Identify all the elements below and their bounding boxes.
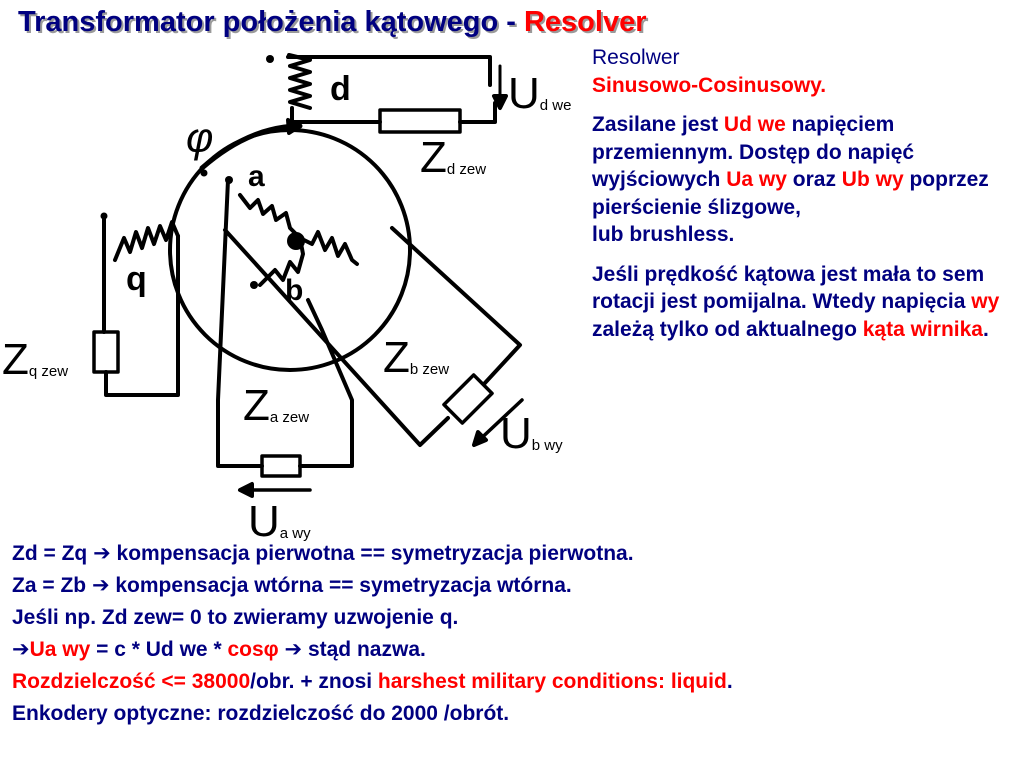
l1-a: Zd = Zq xyxy=(12,542,94,565)
ua-letter: U xyxy=(248,497,280,546)
title-main: Transformator położenia kątowego - xyxy=(18,6,524,38)
label-ud xyxy=(508,69,571,118)
l5-harshest: harshest military conditions: liquid xyxy=(377,670,727,693)
ud-letter: U xyxy=(508,69,540,118)
ua-sub: a wy xyxy=(279,525,311,542)
za-letter: Z xyxy=(243,381,270,430)
wire-d-bottom xyxy=(292,108,380,122)
side-resolwer: Resolwer xyxy=(592,46,680,69)
impedance-zd xyxy=(380,110,460,132)
zq-sub: q zew xyxy=(28,363,69,380)
ub-sub: b wy xyxy=(531,437,563,454)
winding-a xyxy=(240,195,300,238)
wire-d-top xyxy=(288,57,490,85)
side-paragraph-3 xyxy=(592,261,1012,344)
label-za xyxy=(243,381,309,430)
label-b: b xyxy=(285,274,304,307)
p3-text-3: . xyxy=(982,317,989,341)
bottom-line-6: Enkodery optyczne: rozdzielczość do 2000 /obrót. xyxy=(12,702,510,725)
terminal-d xyxy=(266,55,274,63)
p2-text-5: lub brushless. xyxy=(592,223,735,246)
zb-sub: b zew xyxy=(409,361,450,378)
label-ub xyxy=(500,409,563,458)
p2-ub-wy: Ub wy xyxy=(841,168,904,191)
bottom-line-4 xyxy=(12,634,1017,666)
bottom-text xyxy=(12,538,1017,730)
label-a: a xyxy=(248,160,265,193)
p2-text-3: oraz xyxy=(786,168,842,191)
arrow-ua-head xyxy=(240,484,252,496)
zq-letter: Z xyxy=(2,335,29,384)
side-text xyxy=(592,44,1012,355)
bottom-line-2 xyxy=(12,570,1017,602)
l4-ua-wy: Ua wy xyxy=(29,638,91,661)
side-paragraph-2 xyxy=(592,111,1012,249)
p3-text-2: zależą tylko od aktualnego xyxy=(592,317,863,341)
l5-text-1: /obr. + znosi xyxy=(250,670,378,693)
l4-cosphi: cosφ xyxy=(227,638,279,661)
label-d: d xyxy=(330,70,351,108)
label-zd xyxy=(420,133,486,182)
l2-b: kompensacja wtórna == symetryzacja wtórna. xyxy=(109,574,572,597)
wire-d-right xyxy=(460,103,495,122)
wire-a-right xyxy=(300,300,352,466)
p3-text-1: Jeśli prędkość kątowa jest mała to sem rotacji jest pomijalna. Wtedy napięcia xyxy=(592,262,985,313)
l1-b: kompensacja pierwotna == symetryzacja pierwotna. xyxy=(110,542,634,565)
zb-letter: Z xyxy=(383,333,410,382)
l2-a: Za = Zb xyxy=(12,574,92,597)
label-zb xyxy=(383,333,449,382)
zd-sub: d zew xyxy=(446,161,487,178)
terminal-q xyxy=(101,213,108,220)
label-phi: φ xyxy=(186,114,214,161)
arrow-icon: ➔ xyxy=(91,574,110,597)
p2-text-4: poprzez pierścienie ślizgowe, xyxy=(592,168,989,219)
terminal-phi xyxy=(201,170,208,177)
l5-resolution: Rozdzielczość <= 38000 xyxy=(12,670,251,693)
label-zq xyxy=(2,335,68,384)
terminal-b xyxy=(250,281,258,289)
arrow-icon: ➔ xyxy=(12,638,30,661)
zd-letter: Z xyxy=(420,133,447,182)
p2-ud-we: Ud we xyxy=(723,113,786,136)
impedance-za xyxy=(262,456,300,476)
impedance-zq xyxy=(94,332,118,372)
l4-text-2: stąd nazwa. xyxy=(302,638,426,661)
bottom-line-5 xyxy=(12,666,1017,698)
winding-b xyxy=(300,232,357,264)
bottom-line-1 xyxy=(12,538,1017,570)
p2-ua-wy: Ua wy xyxy=(726,168,787,191)
arrow-icon: ➔ xyxy=(93,542,111,565)
side-paragraph-1 xyxy=(592,44,1012,99)
p3-kata-wirnika: kąta wirnika xyxy=(862,317,983,341)
title-highlight: Resolver xyxy=(523,6,647,38)
ud-sub: d we xyxy=(539,97,572,114)
l5-text-2: . xyxy=(726,670,733,693)
ub-letter: U xyxy=(500,409,532,458)
label-q: q xyxy=(126,260,147,298)
slide-title xyxy=(18,6,646,39)
terminal-a xyxy=(225,176,233,184)
bottom-line-3: Jeśli np. Zd zew= 0 to zwieramy uzwojenie q. xyxy=(12,606,459,629)
p2-text-1: Zasilane jest xyxy=(592,113,724,136)
za-sub: a zew xyxy=(269,409,310,426)
side-sincos: Sinusowo-Cosinusowy. xyxy=(592,73,827,97)
p2-text-2: napięciem przemiennym. Dostęp do napięć wyjściowych xyxy=(592,113,915,191)
rotor-center xyxy=(289,234,303,248)
l4-text-1: = c * Ud we * xyxy=(90,638,228,661)
winding-d xyxy=(289,55,310,108)
resolver-diagram xyxy=(0,40,580,550)
arrow-icon: ➔ xyxy=(284,638,303,661)
p3-wy: wy xyxy=(971,290,1000,313)
